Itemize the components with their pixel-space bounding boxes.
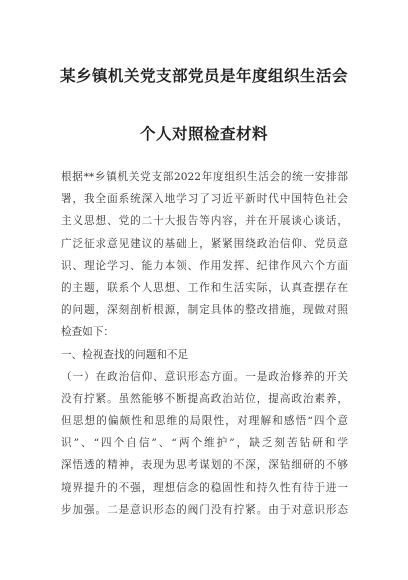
- body-line: 深悟透的精神，表现为思考谋划的不深，深钻细研的不够: [61, 459, 348, 472]
- section-heading: 一、检视查找的问题和不足: [61, 348, 189, 361]
- body-line: 根据**乡镇机关党支部2022年度组织生活会的统一安排部: [61, 171, 348, 183]
- body-line: 但思想的偏颇性和思维的局限性，对理解和感悟“四个意: [61, 415, 348, 428]
- document-body: [61, 166, 348, 521]
- body-line: 的问题，深刻剖析根源，制定具体的整改措施，现做对照: [61, 304, 348, 317]
- body-line: 广泛征求意见建议的基础上，紧紧围绕政治信仰、党员意: [61, 237, 348, 250]
- body-line: 的主题，联系个人思想、工作和生活实际，认真查摆存在: [61, 281, 348, 294]
- body-line: 境界提升的不强，理想信念的稳固性和持久性有待于进一: [61, 481, 348, 494]
- body-line: 识”、“四个自信”、“两个维护”，缺乏刻苦钻研和学: [61, 437, 348, 450]
- document-title-line-2: 个人对照检查材料: [139, 124, 268, 143]
- body-line: 识、理论学习、能力本领、作用发挥、纪律作风六个方面: [61, 259, 348, 272]
- body-line: 没有拧紧。虽然能够不断提高政治站位，提高政治素养，: [61, 392, 348, 405]
- body-line: （一）在政治信仰、意识形态方面。一是政治修养的开关: [61, 370, 348, 383]
- body-line: 主义思想、党的二十大报告等内容，并在开展谈心谈话，: [61, 215, 348, 228]
- body-line: 步加强。二是意识形态的阀门没有拧紧。由于对意识形态: [61, 503, 348, 516]
- body-line: 署，我全面系统深入地学习了习近平新时代中国特色社会: [61, 193, 348, 206]
- document-title-line-1: 某乡镇机关党支部党员是年度组织生活会: [59, 66, 348, 85]
- body-line: 检查如下：: [61, 326, 114, 339]
